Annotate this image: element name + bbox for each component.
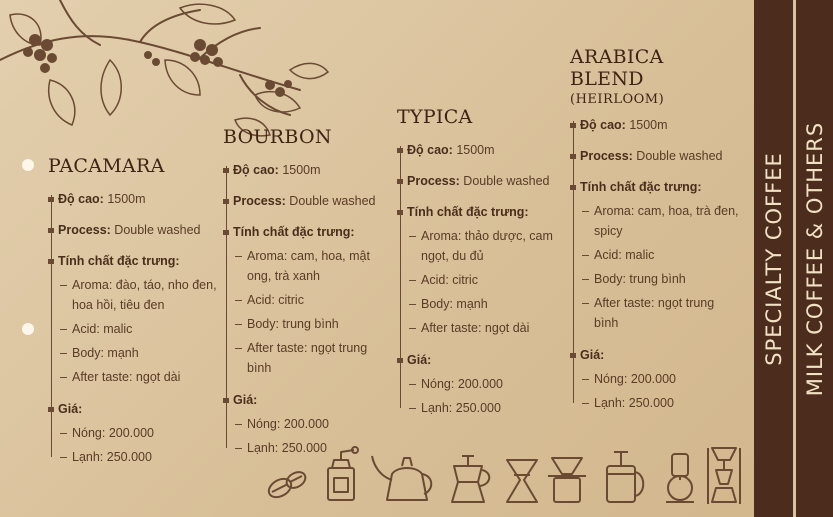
coffee-grinder-icon [328, 447, 358, 500]
price-list [58, 423, 218, 467]
moka-pot-icon [452, 456, 489, 502]
timeline-line [400, 146, 401, 408]
altitude-row: Độ cao: 1500m [407, 140, 557, 160]
cold-drip-tower-icon [708, 448, 740, 504]
trait-item: After taste: ngọt trung bình [233, 338, 383, 378]
timeline-line [226, 166, 227, 448]
price-heading: Giá: [580, 345, 740, 365]
coffee-beans-icon [266, 469, 309, 501]
timeline-line [51, 195, 52, 457]
price-hot: Nóng: 200.000 [407, 374, 557, 394]
trait-item: Body: mạnh [407, 294, 557, 314]
tab-milk-coffee-label: MILK COFFEE & OTHERS [802, 121, 827, 396]
coffee-name: PACAMARA [48, 155, 165, 177]
trait-item: Aroma: đào, táo, nho đen, hoa hồi, tiêu đen [58, 275, 218, 315]
coffee-name: ARABICA BLEND [570, 46, 664, 90]
trait-item: Body: trung bình [580, 269, 740, 289]
coffee-card-arabica-blend [570, 46, 740, 425]
gooseneck-kettle-icon [372, 456, 431, 500]
binder-hole-dot [22, 323, 34, 335]
process-row: Process: Double washed [233, 191, 383, 211]
trait-item: Acid: malic [580, 245, 740, 265]
traits-list [58, 275, 218, 387]
tab-milk-coffee[interactable] [796, 0, 833, 517]
characteristics-heading: Tính chất đặc trưng: [233, 222, 383, 242]
characteristics-heading: Tính chất đặc trưng: [407, 202, 557, 222]
coffee-name: TYPICA [397, 106, 473, 128]
process-row: Process: Double washed [580, 146, 740, 166]
trait-item: Acid: citric [233, 290, 383, 310]
price-cold: Lạnh: 250.000 [58, 447, 218, 467]
coffee-card-typica [397, 106, 557, 430]
price-hot: Nóng: 200.000 [58, 423, 218, 443]
altitude-row: Độ cao: 1500m [233, 160, 383, 180]
characteristics-heading: Tính chất đặc trưng: [58, 251, 218, 271]
drip-cone-icon [548, 458, 586, 502]
price-cold: Lạnh: 250.000 [580, 393, 740, 413]
price-cold: Lạnh: 250.000 [407, 398, 557, 418]
price-cold: Lạnh: 250.000 [233, 438, 383, 458]
binder-hole-dot [22, 159, 34, 171]
process-row: Process: Double washed [407, 171, 557, 191]
trait-item: Aroma: cam, hoa, trà đen, spicy [580, 201, 740, 241]
trait-item: Acid: malic [58, 319, 218, 339]
traits-list [233, 246, 383, 378]
price-heading: Giá: [233, 390, 383, 410]
trait-item: Acid: citric [407, 270, 557, 290]
altitude-row: Độ cao: 1500m [58, 189, 218, 209]
price-hot: Nóng: 200.000 [580, 369, 740, 389]
process-row: Process: Double washed [58, 220, 218, 240]
price-list [580, 369, 740, 413]
trait-item: Body: trung bình [233, 314, 383, 334]
traits-list [580, 201, 740, 333]
coffee-card-bourbon [223, 126, 383, 470]
coffee-card-pacamara [48, 155, 218, 479]
brewing-tools-row [262, 440, 742, 510]
coffee-subtitle: (HEIRLOOM) [570, 92, 665, 107]
characteristics-heading: Tính chất đặc trưng: [580, 177, 740, 197]
trait-item: Body: mạnh [58, 343, 218, 363]
traits-list [407, 226, 557, 338]
tab-specialty-coffee-label: SPECIALTY COFFEE [761, 151, 786, 366]
trait-item: Aroma: thảo dược, cam ngọt, du đủ [407, 226, 557, 266]
price-heading: Giá: [58, 399, 218, 419]
trait-item: After taste: ngọt trung bình [580, 293, 740, 333]
price-hot: Nóng: 200.000 [233, 414, 383, 434]
price-list [407, 374, 557, 418]
price-heading: Giá: [407, 350, 557, 370]
chemex-icon [507, 460, 537, 502]
trait-item: Aroma: cam, hoa, mật ong, trà xanh [233, 246, 383, 286]
trait-item: After taste: ngọt dài [407, 318, 557, 338]
coffee-name: BOURBON [223, 126, 332, 148]
timeline-line [573, 121, 574, 403]
french-press-icon [607, 452, 643, 502]
altitude-row: Độ cao: 1500m [580, 115, 740, 135]
trait-item: After taste: ngọt dài [58, 367, 218, 387]
tab-specialty-coffee[interactable] [754, 0, 793, 517]
siphon-icon [666, 454, 694, 502]
